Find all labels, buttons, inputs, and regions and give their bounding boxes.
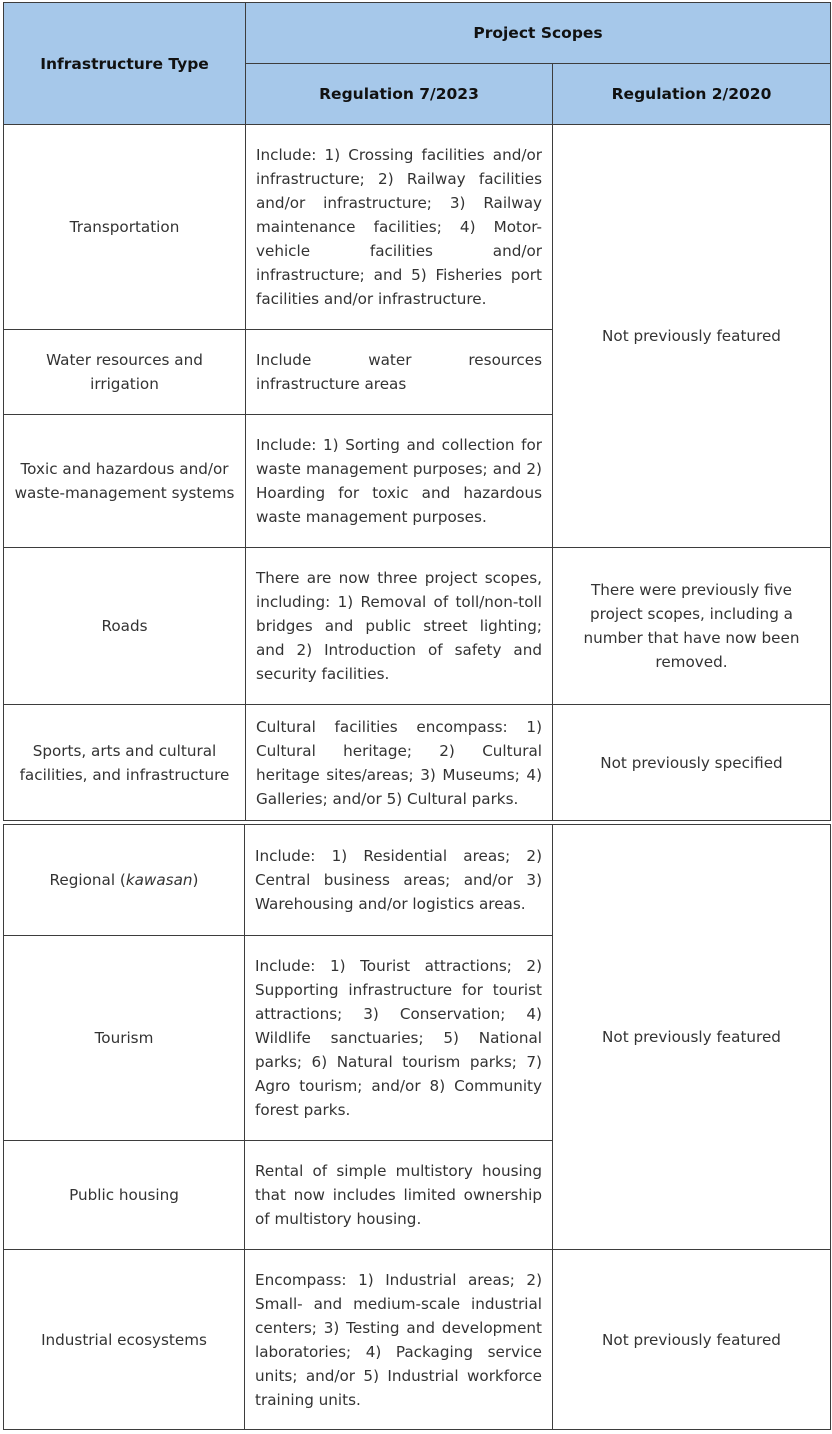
header-project-scopes: Project Scopes <box>246 3 831 64</box>
type-italic: kawasan <box>125 871 193 889</box>
regulation-2023-cell: Include: 1) Tourist attractions; 2) Supporting infrastructure for tourist attractions; 3) Conservation; 4) Wildlife sanctuaries; 5) National parks; 6) Natural tourism parks; 7) Agro tourism; and/or 8) Community forest parks. <box>245 936 553 1141</box>
regulation-2020-cell: There were previously five project scopes, including a number that have now been removed. <box>553 548 831 705</box>
infrastructure-type-cell: Tourism <box>4 936 245 1141</box>
table-row <box>4 125 831 330</box>
regulation-2023-cell: There are now three project scopes, including: 1) Removal of toll/non-toll bridges and public street lighting; and 2) Introduction of safety and security facilities. <box>246 548 553 705</box>
regulation-2020-cell: Not previously specified <box>553 705 831 821</box>
header-infrastructure-type: Infrastructure Type <box>4 3 246 125</box>
regulation-2020-cell: Not previously featured <box>553 125 831 548</box>
regulation-2023-cell: Encompass: 1) Industrial areas; 2) Small- and medium-scale industrial centers; 3) Testing and development laboratories; 4) Packaging service units; and/or 5) Industrial workforce training units. <box>245 1250 553 1430</box>
regulation-2023-cell: Rental of simple multistory housing that now includes limited ownership of multistory housing. <box>245 1141 553 1250</box>
regulation-2023-cell: Include water resources infrastructure areas <box>246 330 553 415</box>
table-row <box>4 548 831 705</box>
infrastructure-type-cell: Industrial ecosystems <box>4 1250 245 1430</box>
infrastructure-type-cell: Toxic and hazardous and/or waste-management systems <box>4 415 246 548</box>
type-prefix: Regional ( <box>49 871 126 889</box>
regulation-2020-cell: Not previously featured <box>553 1250 831 1430</box>
regulation-2023-cell: Include: 1) Sorting and collection for waste management purposes; and 2) Hoarding for toxic and hazardous waste management purposes. <box>246 415 553 548</box>
infrastructure-type-cell: Transportation <box>4 125 246 330</box>
infrastructure-type-cell: Water resources and irrigation <box>4 330 246 415</box>
regulation-2023-cell: Cultural facilities encompass: 1) Cultural heritage; 2) Cultural heritage sites/areas; 3) Museums; 4) Galleries; and/or 5) Cultural parks. <box>246 705 553 821</box>
table-row <box>4 825 831 936</box>
regulation-2020-cell: Not previously featured <box>553 825 831 1250</box>
header-regulation-2023: Regulation 7/2023 <box>246 64 553 125</box>
table-row <box>4 705 831 821</box>
infrastructure-type-cell: Public housing <box>4 1141 245 1250</box>
table-row <box>4 1250 831 1430</box>
infrastructure-type-cell <box>4 825 245 936</box>
type-suffix: ) <box>192 871 199 889</box>
scope-table-part-1 <box>3 2 831 821</box>
regulation-2023-cell: Include: 1) Crossing facilities and/or infrastructure; 2) Railway facilities and/or infrastructure; 3) Railway maintenance facilities; 4) Motor-vehicle facilities and/or infrastructure; and 5) Fisheries port facilities and/or infrastructure. <box>246 125 553 330</box>
infrastructure-type-cell: Sports, arts and cultural facilities, and infrastructure <box>4 705 246 821</box>
header-regulation-2020: Regulation 2/2020 <box>553 64 831 125</box>
infrastructure-type-cell: Roads <box>4 548 246 705</box>
scope-table-part-2 <box>3 824 831 1430</box>
regulation-2023-cell: Include: 1) Residential areas; 2) Central business areas; and/or 3) Warehousing and/or logistics areas. <box>245 825 553 936</box>
